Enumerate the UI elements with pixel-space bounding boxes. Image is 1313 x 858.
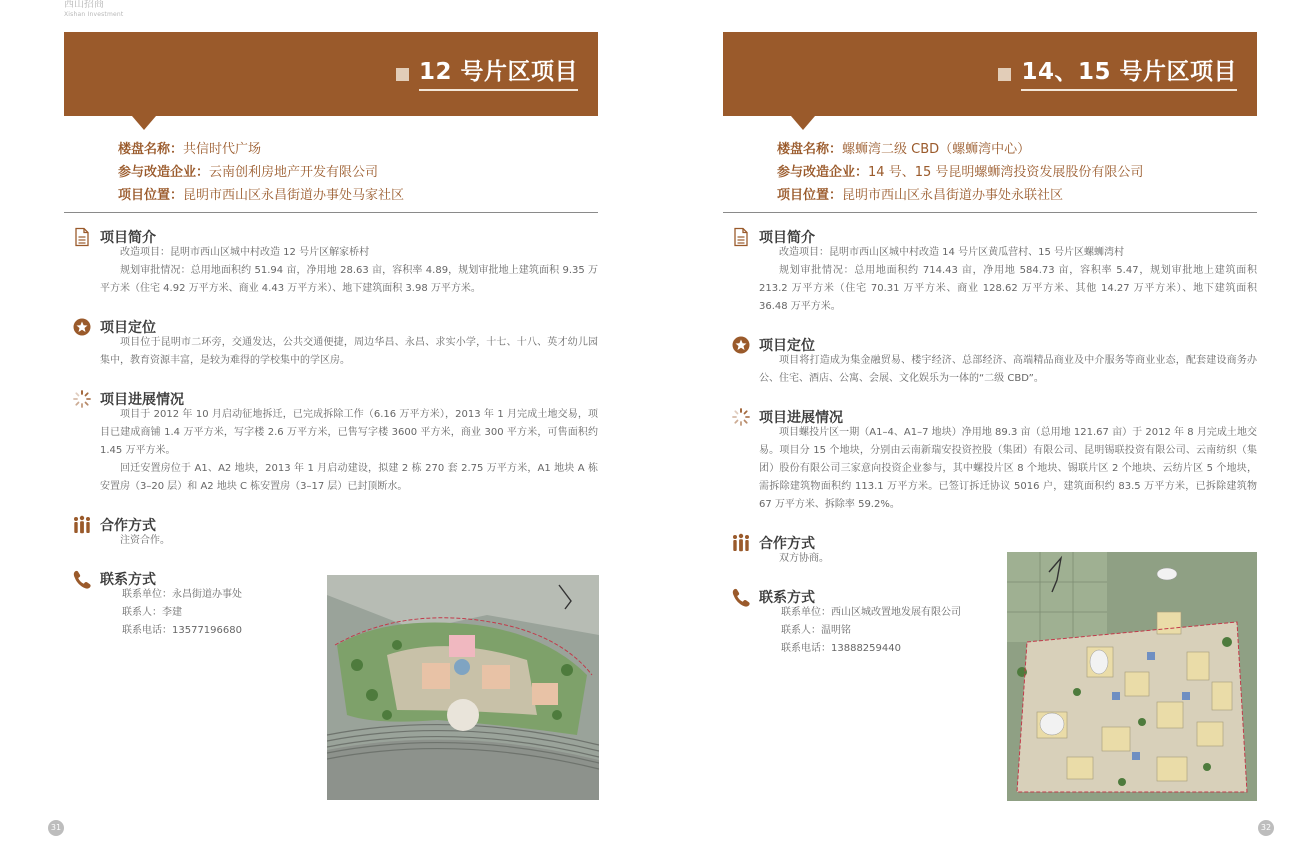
left-progress-section <box>64 389 598 496</box>
right-info-block <box>723 116 1257 212</box>
left-cooperation-section <box>64 515 598 550</box>
document-icon <box>72 227 92 247</box>
info-row: 楼盘名称：共信时代广场 <box>118 142 262 157</box>
info-row: 项目位置：昆明市西山区永昌街道办事处永联社区 <box>777 188 1064 203</box>
loading-spinner-icon <box>72 389 92 409</box>
info-row: 参与改造企业：云南创利房地产开发有限公司 <box>118 165 379 180</box>
paragraph: 改造项目：昆明市西山区城中村改造 12 号片区解家桥村 <box>120 247 370 258</box>
section-title: 联系方式 <box>100 572 156 588</box>
paragraph: 项目将打造成为集金融贸易、楼宇经济、总部经济、高端精品商业及中介服务等商业业态，配套建设商务办公、住宅、酒店、公寓、会展、文化娱乐为一体的“二级 CBD”。 <box>759 355 1257 384</box>
document-icon <box>731 227 751 247</box>
loading-spinner-icon <box>731 407 751 427</box>
info-row: 参与改造企业：14 号、15 号昆明螺蛳湾投资发展股份有限公司 <box>777 165 1144 180</box>
left-info-block <box>64 116 598 212</box>
phone-icon <box>731 587 751 607</box>
contact-line: 联系电话：13577196680 <box>122 625 242 636</box>
paragraph: 回迁安置房位于 A1、A2 地块，2013 年 1 月启动建设，拟建 2 栋 270 套 2.75 万平方米，A1 地块 A 栋安置房（3–20 层）和 A2 地块 C 栋安置房（3–17 层）已封顶断水。 <box>100 463 598 492</box>
paragraph: 规划审批情况：总用地面积约 51.94 亩，净用地 28.63 亩，容积率 4.89，规划审批地上建筑面积 9.35 万平方米（住宅 4.92 万平方米、商业 4.43 万平方米）、地下建筑面积 3.98 万平方米。 <box>100 265 598 294</box>
right-title-banner <box>723 32 1257 116</box>
left-page-title: 12 号片区项目 <box>419 58 578 91</box>
contact-line: 联系单位：永昌街道办事处 <box>122 589 242 600</box>
paragraph: 改造项目：昆明市西山区城中村改造 14 号片区黄瓜营村、15 号片区螺蛳湾村 <box>779 247 1124 258</box>
section-title: 项目进展情况 <box>759 410 843 426</box>
brand-name-cn: 西山招商 <box>64 0 104 10</box>
contact-line: 联系单位：西山区城改置地发展有限公司 <box>781 607 961 618</box>
contact-line: 联系人：温明铭 <box>781 625 851 636</box>
paragraph: 项目位于昆明市二环旁，交通发达，公共交通便捷，周边华昌、永昌、求实小学，十七、十八、英才幼儿园集中，教育资源丰富，是较为难得的学校集中的学区房。 <box>100 337 598 366</box>
people-icon <box>72 515 92 535</box>
brand-header <box>64 0 123 18</box>
left-intro-section <box>64 227 598 298</box>
right-intro-section <box>723 227 1257 316</box>
left-page <box>64 32 598 640</box>
divider <box>64 212 598 213</box>
people-icon <box>731 533 751 553</box>
site-plan-image <box>327 575 599 800</box>
paragraph: 双方协商。 <box>779 553 829 564</box>
phone-icon <box>72 569 92 589</box>
left-position-section <box>64 317 598 370</box>
right-page-title: 14、15 号片区项目 <box>1021 58 1237 91</box>
section-title: 项目定位 <box>759 338 815 354</box>
info-row: 项目位置：昆明市西山区永昌街道办事处马家社区 <box>118 188 405 203</box>
section-title: 项目进展情况 <box>100 392 184 408</box>
brand-name-en: Xishan Investment <box>64 11 124 18</box>
master-plan-image <box>1007 552 1257 801</box>
info-row: 楼盘名称：螺蛳湾二级 CBD（螺蛳湾中心） <box>777 142 1031 157</box>
page-number: 31 <box>48 820 64 836</box>
section-title: 项目简介 <box>759 230 815 246</box>
section-title: 联系方式 <box>759 590 815 606</box>
section-title: 合作方式 <box>759 536 815 552</box>
paragraph: 注资合作。 <box>120 535 170 546</box>
contact-line: 联系人：李建 <box>122 607 182 618</box>
paragraph: 规划审批情况：总用地面积约 714.43 亩，净用地 584.73 亩，容积率 5.47，规划审批地上建筑面积 213.2 万平方米（住宅 70.31 万平方米、商业 128.62 万平方米、其他 14.27 万平方米）、地下建筑面积 36.48 万平方米。 <box>759 265 1257 312</box>
divider <box>723 212 1257 213</box>
section-title: 合作方式 <box>100 518 156 534</box>
right-progress-section <box>723 407 1257 514</box>
paragraph: 项目螺投片区一期（A1–4、A1–7 地块）净用地 89.3 亩（总用地 121.67 亩）于 2012 年 8 月完成土地交易。项目分 15 个地块，分别由云南新瑞安投资控股（集团）有限公司、昆明锡联投资有限公司、云南纺织（集团）股份有限公司三家意向投资企业参与，其中螺投片区 8 个地块、锡联片区 2 个地块、云纺片区 5 个地块，需拆除建筑物面积约 113.1 万平方米。已签订拆迁协议 5016 户，建筑面积约 83.5 万平方米，已拆除建筑物 67 万平方米、拆除率 59.2%。 <box>759 427 1257 510</box>
title-square-icon <box>998 68 1011 81</box>
section-title: 项目定位 <box>100 320 156 336</box>
section-title: 项目简介 <box>100 230 156 246</box>
left-title-banner <box>64 32 598 116</box>
title-square-icon <box>396 68 409 81</box>
contact-line: 联系电话：13888259440 <box>781 643 901 654</box>
star-badge-icon <box>731 335 751 355</box>
star-badge-icon <box>72 317 92 337</box>
right-position-section <box>723 335 1257 388</box>
page-number: 32 <box>1258 820 1274 836</box>
paragraph: 项目于 2012 年 10 月启动征地拆迁，已完成拆除工作（6.16 万平方米），2013 年 1 月完成土地交易，项目已建成商铺 1.4 万平方米，写字楼 2.6 万平方米，已售写字楼 3600 平方米，商业 300 平方米，可售面积约 1.45 万平方米。 <box>100 409 598 456</box>
